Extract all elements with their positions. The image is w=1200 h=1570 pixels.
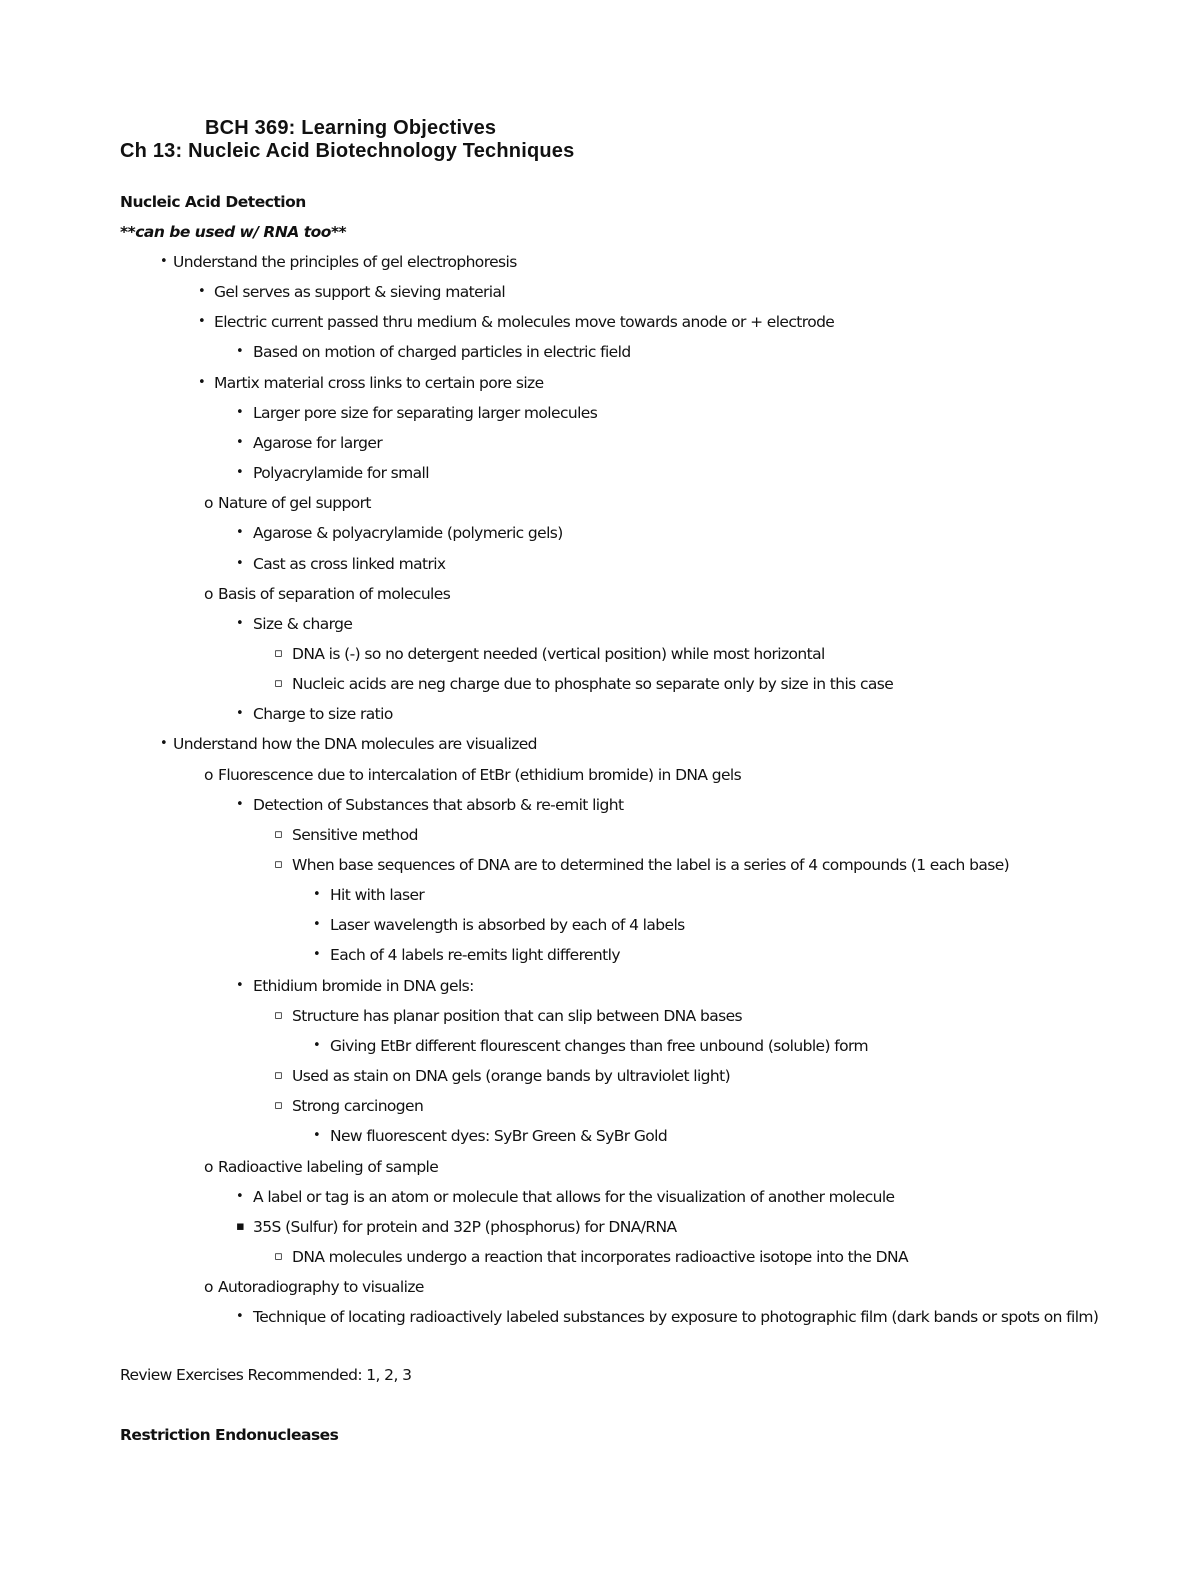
outline-item-text: Structure has planar position that can slip between DNA bases: [292, 1006, 743, 1025]
outline-item: [0, 342, 1200, 362]
bullet-marker: •: [313, 947, 321, 963]
bullet-marker: •: [236, 977, 244, 993]
outline-item-text: Larger pore size for separating larger molecules: [253, 403, 598, 422]
outline-item: [0, 584, 1200, 604]
section-heading-nucleic-acid-detection: Nucleic Acid Detection: [120, 193, 306, 211]
outline-item: [0, 1157, 1200, 1177]
bullet-marker: o: [204, 765, 213, 784]
outline-item-text: Nature of gel support: [218, 494, 371, 513]
outline-item-text: Radioactive labeling of sample: [218, 1157, 439, 1176]
bullet-marker: ▫: [274, 645, 283, 661]
outline-item: [0, 614, 1200, 634]
outline-item: [0, 825, 1200, 845]
outline-item-text: New fluorescent dyes: SyBr Green & SyBr Gold: [330, 1127, 668, 1146]
outline-item: [0, 674, 1200, 694]
outline-item: [0, 493, 1200, 513]
bullet-marker: •: [313, 1128, 321, 1144]
outline-item-text: Autoradiography to visualize: [218, 1278, 424, 1297]
bullet-marker: •: [160, 736, 168, 752]
outline-item: [0, 1126, 1200, 1146]
outline-item-text: 35S (Sulfur) for protein and 32P (phosphorus) for DNA/RNA: [253, 1217, 677, 1236]
bullet-marker: o: [204, 1157, 213, 1176]
outline-item: [0, 704, 1200, 724]
outline-item-text: Size & charge: [253, 614, 353, 633]
bullet-marker: •: [236, 1309, 244, 1325]
bullet-marker: •: [313, 917, 321, 933]
outline-item-text: Based on motion of charged particles in electric field: [253, 343, 631, 362]
outline-item-text: Technique of locating radioactively labeled substances by exposure to photographic film (dark bands or spots on film): [253, 1308, 1099, 1327]
bullet-marker: ▫: [274, 1068, 283, 1084]
outline-item: [0, 1066, 1200, 1086]
outline-item-text: Electric current passed thru medium & molecules move towards anode or + electrode: [214, 313, 835, 332]
outline-item-text: Agarose & polyacrylamide (polymeric gels): [253, 524, 563, 543]
outline-item-text: When base sequences of DNA are to determined the label is a series of 4 compounds (1 each base): [292, 856, 1010, 874]
chapter-title: Ch 13: Nucleic Acid Biotechnology Techniques: [120, 140, 575, 162]
bullet-marker: •: [236, 404, 244, 420]
outline-item-text: DNA molecules undergo a reaction that incorporates radioactive isotope into the DNA: [292, 1247, 908, 1266]
outline-item-text: Basis of separation of molecules: [218, 584, 451, 603]
outline-item: [0, 463, 1200, 483]
outline-item: [0, 433, 1200, 453]
bullet-marker: •: [313, 887, 321, 903]
bullet-marker: •: [198, 284, 206, 300]
outline-item-text: A label or tag is an atom or molecule that allows for the visualization of another molecule: [253, 1187, 895, 1206]
document-title: BCH 369: Learning Objectives: [205, 117, 497, 139]
outline-item: [0, 855, 1200, 875]
bullet-marker: •: [236, 706, 244, 722]
outline-item-text: Gel serves as support & sieving material: [214, 283, 506, 302]
outline-item-text: Polyacrylamide for small: [253, 464, 429, 483]
outline-item: [0, 765, 1200, 785]
outline-item-text: Used as stain on DNA gels (orange bands by ultraviolet light): [292, 1067, 731, 1086]
outline-item: [0, 252, 1200, 272]
bullet-marker: ▫: [274, 676, 283, 692]
outline-item: [0, 312, 1200, 332]
bullet-marker: •: [236, 525, 244, 541]
outline-item-text: Agarose for larger: [253, 433, 383, 452]
outline-item-text: Strong carcinogen: [292, 1097, 424, 1116]
bullet-marker: •: [236, 465, 244, 481]
bullet-marker: •: [236, 796, 244, 812]
outline-item: [0, 1096, 1200, 1116]
outline-item: [0, 1307, 1200, 1327]
outline-item: [0, 1217, 1200, 1237]
bullet-marker: ▪: [236, 1218, 245, 1234]
outline-item-text: DNA is (-) so no detergent needed (vertical position) while most horizontal: [292, 644, 825, 663]
bullet-marker: •: [198, 314, 206, 330]
bullet-marker: ▫: [274, 1248, 283, 1264]
outline-item-text: Understand how the DNA molecules are visualized: [173, 735, 537, 754]
outline-item-text: Giving EtBr different flourescent changes than free unbound (soluble) form: [330, 1036, 868, 1055]
section-heading-restriction-endonucleases: Restriction Endonucleases: [120, 1426, 339, 1444]
outline-item-text: Understand the principles of gel electrophoresis: [173, 253, 517, 271]
outline-item-text: Fluorescence due to intercalation of EtBr (ethidium bromide) in DNA gels: [218, 765, 742, 784]
outline-item: [0, 1036, 1200, 1056]
bullet-marker: •: [160, 254, 168, 269]
outline-item-text: Ethidium bromide in DNA gels:: [253, 976, 474, 995]
outline-item: [0, 1277, 1200, 1297]
bullet-marker: o: [204, 494, 213, 513]
outline-item-text: Cast as cross linked matrix: [253, 554, 446, 573]
outline-item-text: Hit with laser: [330, 886, 425, 905]
outline-item: [0, 523, 1200, 543]
outline-item: [0, 885, 1200, 905]
outline-item-text: Martix material cross links to certain pore size: [214, 373, 544, 392]
outline-item: [0, 554, 1200, 574]
bullet-marker: •: [236, 344, 244, 360]
bullet-marker: •: [236, 555, 244, 571]
outline-item-text: Detection of Substances that absorb & re-emit light: [253, 795, 624, 814]
outline-item-text: Charge to size ratio: [253, 705, 393, 724]
bullet-marker: •: [236, 434, 244, 450]
outline-item-text: Each of 4 labels re-emits light differently: [330, 946, 620, 965]
outline-item: [0, 1006, 1200, 1026]
bullet-marker: o: [204, 584, 213, 603]
bullet-marker: ▫: [274, 1007, 283, 1023]
bullet-marker: o: [204, 1278, 213, 1297]
outline-item: [0, 976, 1200, 996]
review-exercises-line: Review Exercises Recommended: 1, 2, 3: [120, 1366, 412, 1384]
bullet-marker: ▫: [274, 826, 283, 842]
outline-item: [0, 282, 1200, 302]
outline-item-text: Nucleic acids are neg charge due to phosphate so separate only by size in this case: [292, 675, 894, 694]
outline-item: [0, 915, 1200, 935]
outline-item-text: Sensitive method: [292, 825, 418, 844]
outline-item: [0, 1247, 1200, 1267]
outline-item: [0, 644, 1200, 664]
bullet-marker: •: [236, 1188, 244, 1204]
outline-item: [0, 945, 1200, 965]
bullet-marker: •: [313, 1037, 321, 1053]
bullet-marker: •: [198, 374, 206, 390]
outline-item: [0, 795, 1200, 815]
outline-item: [0, 403, 1200, 423]
outline-item: [0, 734, 1200, 754]
outline-item: [0, 373, 1200, 393]
bullet-marker: ▫: [274, 1098, 283, 1114]
bullet-marker: ▫: [274, 857, 283, 872]
section-note: **can be used w/ RNA too**: [120, 223, 347, 241]
outline-item: [0, 1187, 1200, 1207]
outline-item-text: Laser wavelength is absorbed by each of 4 labels: [330, 916, 685, 935]
bullet-marker: •: [236, 615, 244, 631]
